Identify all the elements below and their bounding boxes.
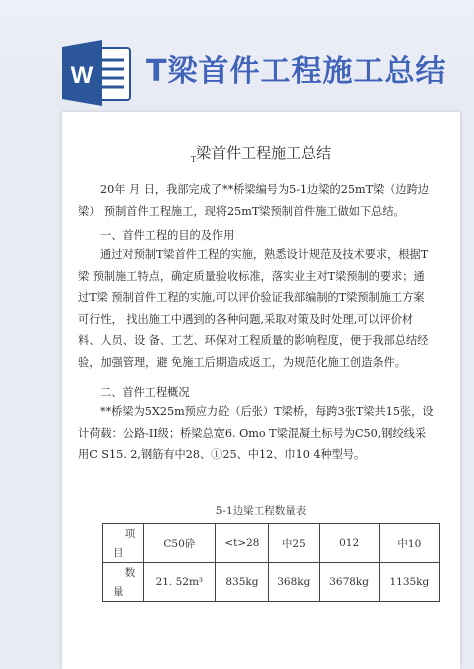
table-cell: 21. 52m³ [144,563,216,602]
header-banner [0,0,474,108]
section2-paragraph: **桥梁为5X25m预应力砼（后张）T梁桥，每跨3张T梁共15张，设 计荷载：公路-II级；桥梁总宽6. Omo T梁混凝土标号为C50,钢绞线采用C S15. 2,钢筋有中28、①25、中12、巾10 4种型号。 [78,405,434,461]
table-cell: 3678kg [319,563,379,602]
document-title-prefix: T [190,155,197,164]
word-logo-icon [62,38,134,108]
quantity-table [102,523,440,602]
document-title [62,142,460,164]
table-cell: 835kg [215,563,268,602]
row-header-items: 项 目 [103,524,144,563]
table-cell: 中25 [269,524,319,563]
banner-title: T梁首件工程施工总结 [146,54,447,89]
logo-letter: W [70,62,94,89]
table-cell: 012 [319,524,379,563]
intro-paragraph: 20年 月 日，我部完成了**桥梁编号为5-1边梁的25mT梁（边跨边梁） 预制首件工程施工，现将25mT梁预制首件施工做如下总结。 [78,183,429,218]
document-page [62,112,460,669]
table-cell: 中10 [379,524,439,563]
table-cell: 368kg [269,563,319,602]
section2-heading: 二、首件工程概况 [100,386,190,399]
table-cell: 1135kg [379,563,439,602]
document-title-main: 梁首件工程施工总结 [196,144,332,162]
table-cell: C50砕 [144,524,216,563]
table-row-items [103,524,440,563]
table-row-quantities [103,563,440,602]
section1-heading: 一、首件工程的目的及作用 [100,229,235,242]
section1-paragraph: 通过对预制T梁首件工程的实施，熟悉设计规范及技术要求，根据T梁 预制施工特点，确定质量验收标准，落实业主对T梁预制的要求；通过T梁 预制首件工程的实施,可以评价验证我部编制的T梁预制施工方案可行性， 找出施工中遇到的各种问题,采取对策及时处理,可以评价材料、人员、设 备、工艺、环保对工程质量的影响程度，便于我部总结经验，加强管理，避 免施工后期造成返工，为规范化施工创造条件。 [78,248,429,369]
row-header-quantity: 数 量 [103,563,144,602]
table-cell: <t>28 [215,524,268,563]
table-caption: 5-1边梁工程数量表 [215,505,307,517]
